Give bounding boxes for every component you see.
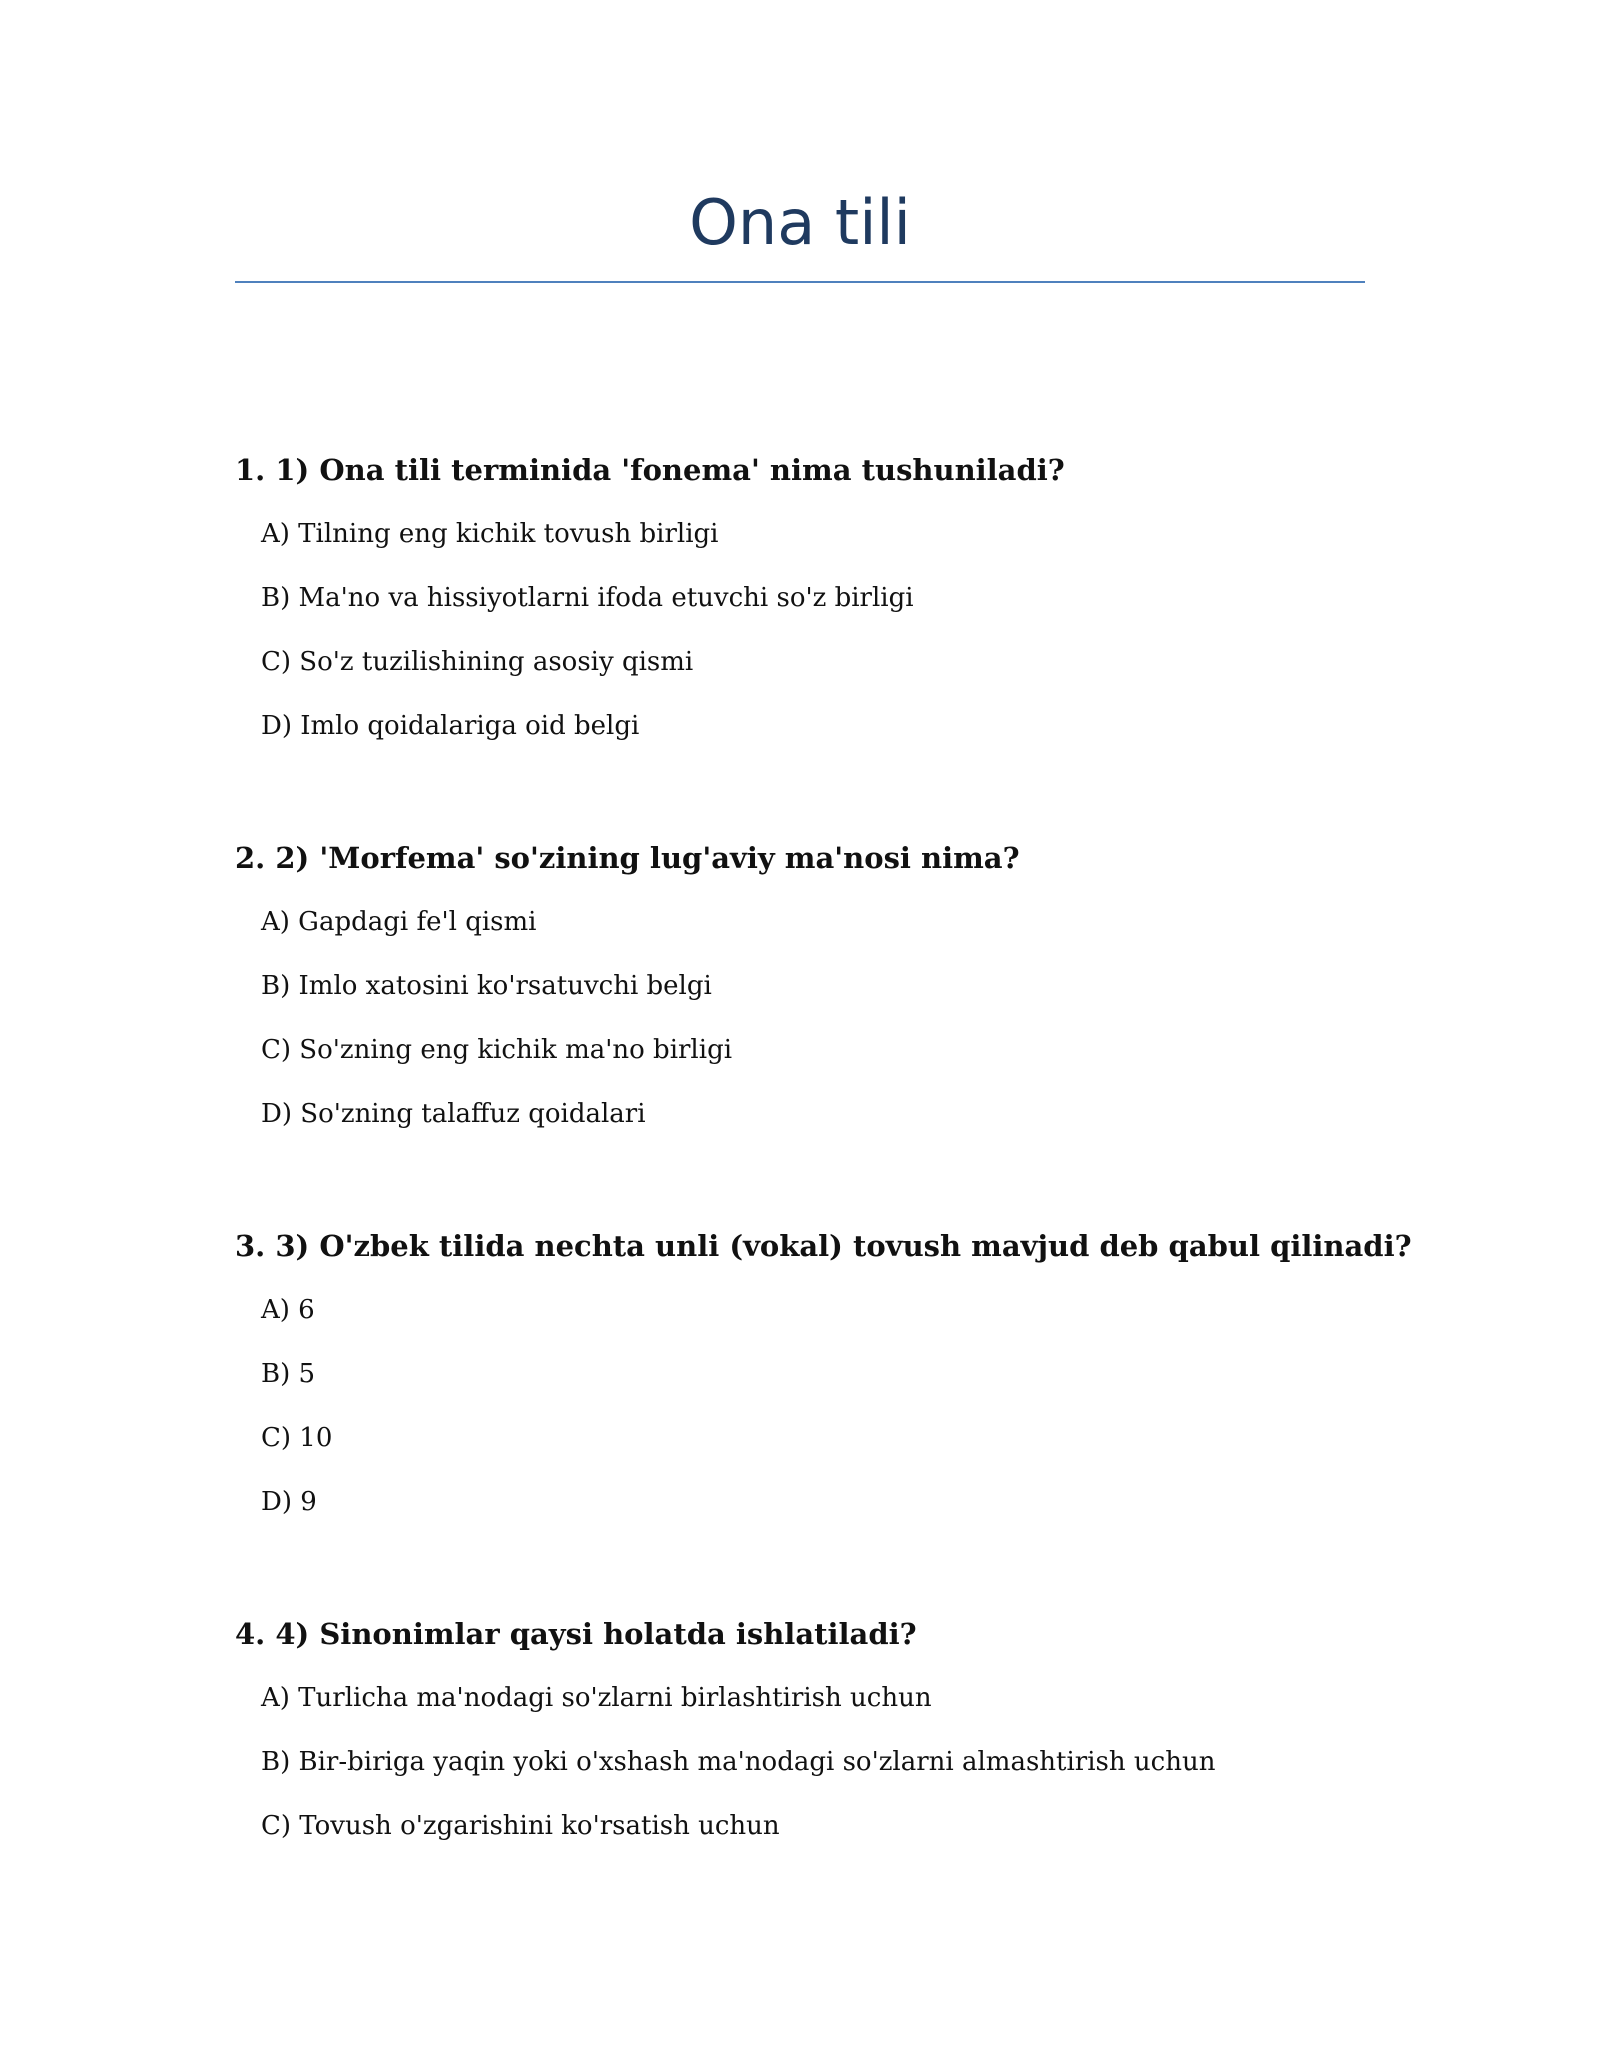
question-2 — [235, 836, 1365, 1156]
question-4 — [235, 1612, 1365, 1868]
question-text: 1. 1) Ona tili terminida 'fonema' nima tushuniladi? — [235, 453, 1065, 487]
option-a: A) 6 — [261, 1295, 315, 1325]
option-b: B) 5 — [261, 1359, 316, 1389]
option-d: D) So'zning talaffuz qoidalari — [261, 1099, 646, 1129]
option-c: C) 10 — [261, 1423, 333, 1453]
option-a: A) Tilning eng kichik tovush birligi — [261, 519, 719, 549]
option-list — [235, 1288, 1365, 1524]
option-d: D) Imlo qoidalariga oid belgi — [261, 711, 640, 741]
option-list — [235, 1676, 1365, 1848]
page-title: Ona tili — [689, 186, 911, 259]
title-divider — [235, 281, 1365, 283]
question-text: 2. 2) 'Morfema' so'zining lug'aviy ma'nosi nima? — [235, 841, 1020, 875]
option-b: B) Ma'no va hissiyotlarni ifoda etuvchi so'z birligi — [261, 583, 914, 613]
option-c: C) Tovush o'zgarishini ko'rsatish uchun — [261, 1811, 780, 1841]
option-d: D) 9 — [261, 1487, 317, 1517]
question-text: 3. 3) O'zbek tilida nechta unli (vokal) tovush mavjud deb qabul qilinadi? — [235, 1229, 1412, 1263]
option-c: C) So'zning eng kichik ma'no birligi — [261, 1035, 733, 1065]
option-list — [235, 900, 1365, 1136]
option-b: B) Bir-biriga yaqin yoki o'xshash ma'nodagi so'zlarni almashtirish uchun — [261, 1747, 1216, 1777]
option-a: A) Turlicha ma'nodagi so'zlarni birlashtirish uchun — [261, 1683, 932, 1713]
question-1 — [235, 448, 1365, 768]
question-3 — [235, 1224, 1412, 1544]
option-c: C) So'z tuzilishining asosiy qismi — [261, 647, 694, 677]
option-list — [235, 512, 1365, 748]
question-text: 4. 4) Sinonimlar qaysi holatda ishlatiladi? — [235, 1617, 917, 1651]
option-b: B) Imlo xatosini ko'rsatuvchi belgi — [261, 971, 712, 1001]
option-a: A) Gapdagi fe'l qismi — [261, 907, 537, 937]
